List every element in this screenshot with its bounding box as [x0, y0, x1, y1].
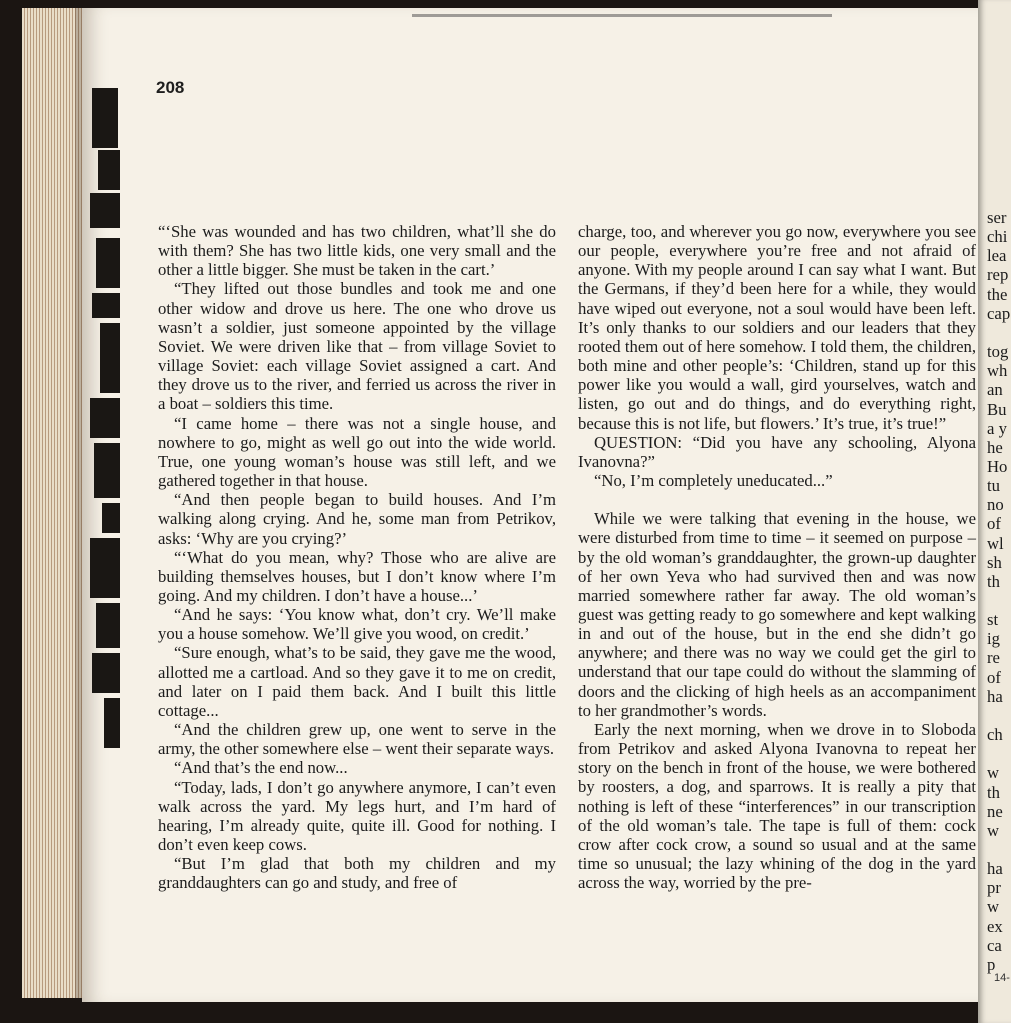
next-page-fragment: tog [987, 342, 1009, 362]
paragraph: “Sure enough, what’s to be said, they gave me the wood, allotted me a cartload. And so they gave it to me on credit, and later on I paid them back. And I built this little cottage... [158, 643, 556, 720]
next-page-fragment: ne [987, 801, 1003, 821]
next-page-fragment: an [987, 380, 1003, 400]
next-page-fragment: p [987, 954, 996, 974]
next-page-fragment: w [987, 763, 1000, 783]
next-page-fragment: ha [987, 686, 1003, 706]
next-page-fragment: of [987, 514, 1001, 534]
next-page-fragment: rep [987, 265, 1009, 285]
next-page-fragment: sh [987, 552, 1002, 572]
margin-illustration [90, 78, 122, 758]
paragraph: charge, too, and wherever you go now, everywhere you see our people, everywhere you’re free and not afraid of anyone. With my people around I can say what I want. But the Germans, if they’d been here for a while, they would have wiped out everyone, not a soul would have been left. It’s only thanks to our soldiers and our leaders that they rooted them out of here somehow. I told them, the children, both mine and other people’s: ‘Children, stand up for this power like you would a wall, gird yourselves, watch and listen, go out and do things, and do everything right, because this is not life, but flowers.’ It’s true, it’s true!” [578, 222, 976, 433]
paragraph: “‘She was wounded and has two children, what’ll she do with them? She has two little kids, one very small and the other a little bigger. She must be taken in the cart.’ [158, 222, 556, 280]
next-page-fragment: the [987, 284, 1008, 304]
paragraph: “‘What do you mean, why? Those who are alive are building themselves houses, but I don’t know where I’m going. And my children. I don’t have a house...’ [158, 547, 556, 605]
next-page-fragment: re [987, 648, 1000, 668]
next-page-fragment: wl [987, 533, 1004, 553]
next-page-fragment: w [987, 820, 1000, 840]
next-page-fragment: Ho [987, 456, 1008, 476]
paragraph: QUESTION: “Did you have any schooling, Alyona Ivanovna?” [578, 432, 976, 471]
next-page-fragment: Bu [987, 399, 1007, 419]
next-page-fragment: th [987, 571, 1000, 591]
next-page-footer: 14- [994, 972, 1010, 984]
page-number: 208 [156, 78, 185, 97]
paragraph: “And the children grew up, one went to serve in the army, the other somewhere else – went their separate ways. [158, 720, 556, 759]
paragraph: “And that’s the end now... [174, 758, 348, 778]
paragraph: “I came home – there was not a single house, and nowhere to go, might as well go out into the wide world. True, one young woman’s house was still left, and we gathered together in that house. [158, 413, 556, 491]
next-page-fragment: cap [987, 303, 1011, 323]
paragraph: “But I’m glad that both my children and my granddaughters can go and study, and free of [158, 854, 556, 893]
next-page-fragment: ser [987, 208, 1007, 227]
next-page-fragment: st [987, 610, 999, 630]
book-page [82, 8, 978, 1002]
paragraph: While we were talking that evening in the house, we were disturbed from time to time – it seemed on purpose – by the old woman’s granddaughter, the grown-up daughter of her own Yeva who had survived then and was now married somewhere rather far away. The old woman’s guest was getting ready to go somewhere and kept walking in and out of the house, but in the end she didn’t go anywhere; and there was no way we could get the girl to understand that our tape could do without the slamming of doors and the clicking of high heels as an accompaniment to her grandmother’s words. [578, 509, 976, 720]
paragraph: “Today, lads, I don’t go anywhere anymore, I can’t even walk across the yard. My legs hurt, and I’m hard of hearing, I’m already quite, quite ill. Good for nothing. I don’t even keep cows. [158, 777, 556, 854]
next-page-fragment: pr [987, 878, 1001, 898]
top-rule [412, 14, 832, 17]
left-column [158, 222, 556, 892]
next-page-fragment: he [987, 437, 1003, 457]
next-page-fragment: tu [987, 476, 1000, 496]
next-page-fragment: ca [987, 935, 1002, 955]
paragraph: “And he says: ‘You know what, don’t cry. We’ll make you a house somehow. We’ll give you wood, on credit.’ [158, 605, 556, 644]
paragraph: “No, I’m completely uneducated...” [594, 471, 833, 491]
next-page-fragment: lea [987, 246, 1007, 266]
next-page-fragment: ha [987, 859, 1003, 879]
next-page-fragment: ig [987, 629, 1000, 649]
next-page-fragment: of [987, 667, 1001, 687]
next-page-fragment: ex [987, 916, 1003, 936]
right-column [578, 222, 976, 892]
next-page-fragment: wh [987, 361, 1008, 381]
next-page-edge [978, 0, 1011, 1023]
paragraph: “And then people began to build houses. And I’m walking along crying. And he, some man from Petrikov, asks: ‘Why are you crying?’ [158, 490, 556, 548]
next-page-fragment: no [987, 495, 1004, 515]
next-page-fragment: w [987, 897, 1000, 917]
paragraph: “They lifted out those bundles and took me and one other widow and drove us here. The one who drove us wasn’t a soldier, just someone appointed by the village Soviet. We were driven like that – from village Soviet to village Soviet: each village Soviet assigned a cart. And they drove us to the river, and ferried us across the river in a boat – soldiers this time. [158, 279, 556, 414]
next-page-fragment: ch [987, 725, 1003, 745]
next-page-fragment: th [987, 782, 1000, 802]
next-page-fragment: chi [987, 227, 1008, 247]
next-page-fragment: a y [987, 418, 1007, 438]
paragraph: Early the next morning, when we drove in to Sloboda from Petrikov and asked Alyona Ivanovna to repeat her story on the bench in front of the house, we were bothered by roosters, a dog, and sparrows. It is really a pity that nothing is left of these “interferences” in our transcription of the old woman’s tale. The tape is full of them: cock crow after cock crow, a sound so usual and at the same time so unusual; the lazy whining of the dog in the yard across the way, worried by the pre- [578, 719, 976, 893]
